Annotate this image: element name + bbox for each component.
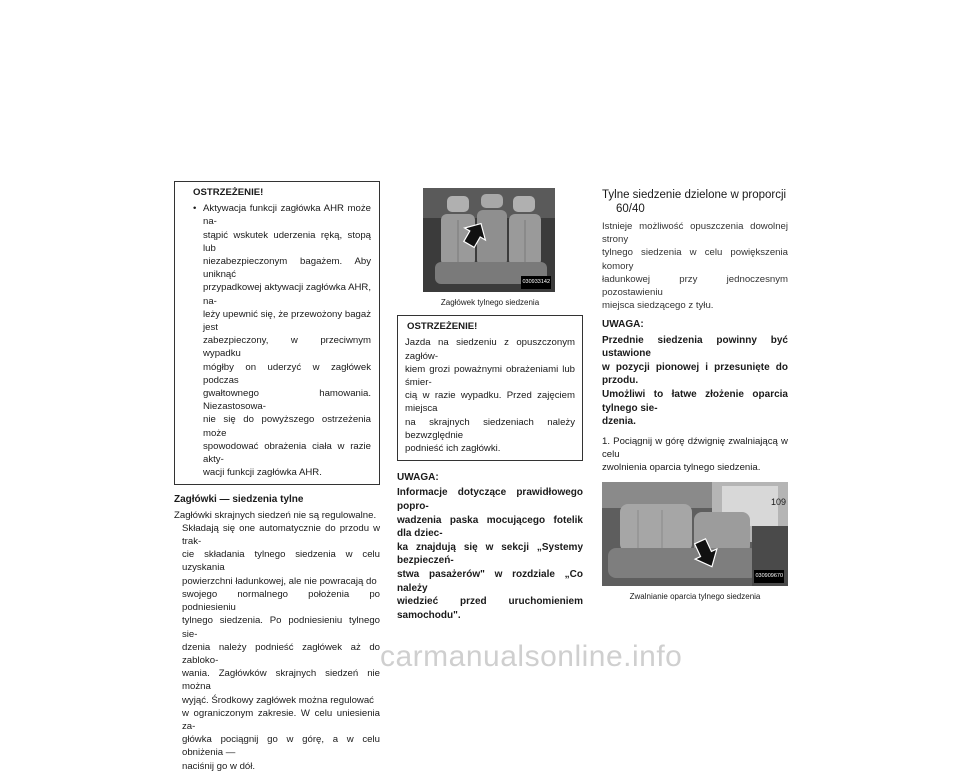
note-line: Informacje dotyczące prawidłowego popro- xyxy=(397,487,583,513)
section-paragraph xyxy=(174,509,380,773)
note-label: UWAGA: xyxy=(397,472,439,484)
warning-line: przypadkowej aktywacji zagłówka AHR, na- xyxy=(203,282,371,307)
column-right xyxy=(602,188,788,610)
warning-line: Jazda na siedzeniu z opuszczonym zagłów- xyxy=(405,337,575,362)
figure-caption: Zwalnianie oparcia tylnego siedzenia xyxy=(629,592,761,602)
warning-line: nie się do powyższego ostrzeżenia może xyxy=(203,414,371,439)
warning-line: zabezpieczony, w przeciwnym wypadku xyxy=(203,335,371,360)
warning-line: mógłby on uderzyć w zagłówek podczas xyxy=(203,361,371,386)
note-line: w pozycji pionowej i przesunięte do przodu. xyxy=(602,361,788,387)
warning-line: kiem grozi poważnymi obrażeniami lub śmier- xyxy=(405,363,575,389)
paragraph-line: Składają się one automatycznie do przodu w trak- xyxy=(182,522,380,548)
title-line: Tylne siedzenie dzielone w proporcji xyxy=(602,189,787,201)
paragraph-line: tylnego siedzenia. Po podniesieniu tylnego sie- xyxy=(182,615,380,640)
warning-line: stąpić wskutek uderzenia ręką, stopą lub xyxy=(203,229,371,254)
paragraph-line: Zagłówki skrajnych siedzeń nie są regulowalne. xyxy=(174,509,377,521)
warning-line: wacji funkcji zagłówka AHR. xyxy=(203,467,322,479)
note-line: Umożliwi to łatwe złożenie oparcia tylnego sie- xyxy=(602,389,788,414)
section-title-split-seat xyxy=(602,188,788,216)
note-paragraph xyxy=(397,486,583,622)
step-line: 1. Pociągnij w górę dźwignię zwalniającą w celu xyxy=(602,435,788,460)
step-paragraph xyxy=(602,435,788,475)
warning-line: gwałtownego hamowania. Niezastosowa- xyxy=(203,388,371,413)
warning-title: OSTRZEŻENIE! xyxy=(193,187,264,198)
figure-rear-headrest xyxy=(423,188,555,292)
note-line: wiedzieć przed uruchomieniem samochodu". xyxy=(397,596,583,621)
paragraph-line: ładunkowej przy jednoczesnym pozostawieniu xyxy=(602,273,788,299)
paragraph-line: główka pociągnij go w górę, a w celu obniżenia — xyxy=(182,734,380,759)
paragraph-line: tylnego siedzenia w celu powiększenia komory xyxy=(602,247,788,272)
note-line: dzenia. xyxy=(602,416,636,428)
figure-id: 030933142 xyxy=(521,276,551,289)
step-line: zwolnienia oparcia tylnego siedzenia. xyxy=(602,462,761,474)
note-paragraph xyxy=(602,334,788,429)
warning-list xyxy=(183,202,371,479)
warning-line: leży upewnić się, że przewożony bagaż jest xyxy=(203,308,371,334)
warning-box-ahr xyxy=(174,181,380,485)
warning-line: • Aktywacja funkcji zagłówka AHR może na- xyxy=(203,203,371,228)
warning-line: niezabezpieczonym bagażem. Aby uniknąć xyxy=(203,256,371,281)
paragraph-line: swojego normalnego położenia po podniesieniu xyxy=(182,588,380,614)
paragraph-line: cie składania tylnego siedzenia w celu uzyskania xyxy=(182,549,380,574)
warning-line: na skrajnych siedzeniach należy bezwzględnie xyxy=(405,416,575,441)
paragraph-line: naciśnij go w dół. xyxy=(182,760,256,772)
figure-id: 030909670 xyxy=(754,570,784,583)
warning-line: cią w razie wypadku. Przed zajęciem miejsca xyxy=(405,390,575,415)
column-left xyxy=(174,181,380,773)
warning-title: OSTRZEŻENIE! xyxy=(407,321,478,333)
paragraph-line: miejsca siedzącego z tyłu. xyxy=(602,300,714,312)
title-line: 60/40 xyxy=(616,203,645,215)
figure-caption: Zagłówek tylnego siedzenia xyxy=(440,298,540,307)
paragraph-line: Istnieje możliwość opuszczenia dowolnej strony xyxy=(602,221,788,246)
paragraph-line: wania. Zagłówków skrajnych siedzeń nie można xyxy=(182,668,380,693)
figure-seat-release xyxy=(602,482,788,586)
paragraph-line: wyjąć. Środkowy zagłówek można regulować xyxy=(182,694,374,706)
section-title-rear-headrests: Zagłówki — siedzenia tylne xyxy=(174,494,304,506)
note-line: Przednie siedzenia powinny być ustawione xyxy=(602,334,788,360)
paragraph-line: dzenia należy podnieść zagłówek aż do zabloko- xyxy=(182,641,380,666)
watermark: carmanualsonline.info xyxy=(380,640,683,673)
intro-paragraph xyxy=(602,220,788,312)
note-label: UWAGA: xyxy=(602,319,644,331)
warning-line: spowodować obrażenia ciała w razie akty- xyxy=(203,440,371,466)
warning-line: podnieść ich zagłówki. xyxy=(405,443,501,455)
note-line: ka znajdują się w sekcji „Systemy bezpieczeń- xyxy=(397,541,583,567)
warning-box-headrest xyxy=(397,315,583,461)
note-line: stwa pasażerów" w rozdziale „Co należy xyxy=(397,569,583,594)
paragraph-line: powierzchni ładunkowej, ale nie powracają do xyxy=(182,575,377,587)
paragraph-line: w ograniczonym zakresie. W celu uniesienia za- xyxy=(182,707,380,732)
warning-paragraph xyxy=(405,336,575,455)
note-line: wadzenia paska mocującego fotelik dla dziec- xyxy=(397,514,583,540)
page-number: 109 xyxy=(771,497,787,507)
column-middle xyxy=(397,188,583,622)
warning-bullet xyxy=(203,202,371,479)
